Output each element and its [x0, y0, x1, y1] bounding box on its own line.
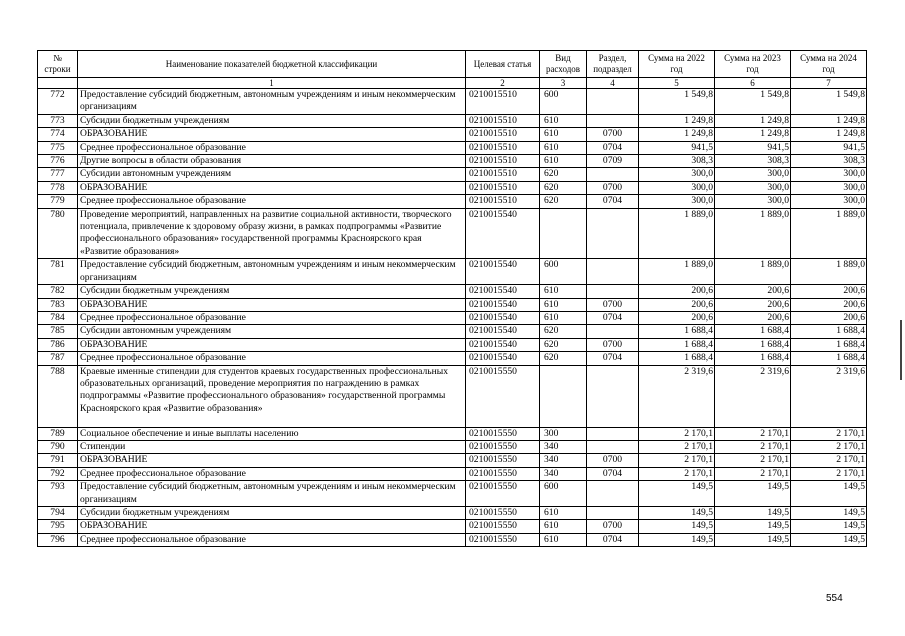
row-sum-2024: 2 170,1	[791, 467, 867, 480]
header-target: Целевая статья	[466, 51, 540, 78]
row-expense-type: 610	[540, 155, 587, 168]
row-section	[587, 325, 639, 338]
table-row	[38, 285, 867, 298]
row-section: 0709	[587, 155, 639, 168]
row-number: 774	[38, 128, 78, 141]
table-row	[38, 168, 867, 181]
table-row	[38, 467, 867, 480]
row-target: 0210015540	[466, 285, 540, 298]
row-name: Среднее профессиональное образование	[78, 311, 466, 324]
row-sum-2022: 2 170,1	[639, 427, 715, 440]
row-expense-type: 620	[540, 181, 587, 194]
row-expense-type: 620	[540, 338, 587, 351]
row-section: 0700	[587, 338, 639, 351]
table-row	[38, 128, 867, 141]
row-name: Социальное обеспечение и иные выплаты населению	[78, 427, 466, 440]
row-target: 0210015540	[466, 298, 540, 311]
row-expense-type: 610	[540, 298, 587, 311]
row-sum-2022: 149,5	[639, 520, 715, 533]
row-expense-type: 340	[540, 454, 587, 467]
row-section: 0704	[587, 533, 639, 546]
row-sum-2023: 1 889,0	[715, 208, 791, 259]
header-row-no: № строки	[38, 51, 78, 78]
row-number: 781	[38, 259, 78, 285]
page-number: 554	[826, 593, 843, 604]
row-sum-2024: 1 889,0	[791, 208, 867, 259]
header-sum-2024: Сумма на 2024 год	[791, 51, 867, 78]
row-number: 787	[38, 352, 78, 365]
row-name: Среднее профессиональное образование	[78, 195, 466, 208]
row-number: 788	[38, 365, 78, 427]
row-sum-2024: 308,3	[791, 155, 867, 168]
row-sum-2022: 200,6	[639, 285, 715, 298]
row-sum-2022: 200,6	[639, 311, 715, 324]
row-sum-2023: 149,5	[715, 481, 791, 507]
row-name: ОБРАЗОВАНИЕ	[78, 181, 466, 194]
row-target: 0210015550	[466, 481, 540, 507]
row-sum-2023: 1 549,8	[715, 89, 791, 115]
scan-edge-mark	[900, 320, 902, 380]
row-name: Проведение мероприятий, направленных на развитие социальной активности, творческого потенциала, привлечение к здоровому образу жизни, в рамках подпрограммы «Развитие профессионального образования» государственной программы Красноярского края «Развитие образования»	[78, 208, 466, 259]
row-number: 784	[38, 311, 78, 324]
table-row	[38, 338, 867, 351]
table-row	[38, 365, 867, 427]
table-row	[38, 141, 867, 154]
row-sum-2022: 1 688,4	[639, 352, 715, 365]
row-name: Субсидии автономным учреждениям	[78, 168, 466, 181]
row-target: 0210015510	[466, 141, 540, 154]
row-sum-2023: 200,6	[715, 285, 791, 298]
column-number: 2	[466, 78, 540, 89]
row-name: Стипендии	[78, 440, 466, 453]
row-name: Субсидии бюджетным учреждениям	[78, 114, 466, 127]
row-name: Другие вопросы в области образования	[78, 155, 466, 168]
row-number: 779	[38, 195, 78, 208]
row-section: 0700	[587, 298, 639, 311]
row-expense-type: 610	[540, 506, 587, 519]
row-name: Краевые именные стипендии для студентов краевых государственных профессиональных образовательных организаций, проведение мероприятия по награждению в рамках подпрограммы «Развитие профессионального образования» государственной программы Красноярского края «Развитие образования»	[78, 365, 466, 427]
row-sum-2022: 308,3	[639, 155, 715, 168]
row-target: 0210015550	[466, 365, 540, 427]
row-sum-2022: 941,5	[639, 141, 715, 154]
row-sum-2022: 1 889,0	[639, 259, 715, 285]
row-sum-2022: 1 549,8	[639, 89, 715, 115]
column-number: 4	[587, 78, 639, 89]
row-number: 789	[38, 427, 78, 440]
header-expense-type: Вид расходов	[540, 51, 587, 78]
row-sum-2023: 149,5	[715, 506, 791, 519]
row-sum-2023: 2 170,1	[715, 467, 791, 480]
row-section: 0700	[587, 181, 639, 194]
row-sum-2023: 300,0	[715, 195, 791, 208]
row-number: 778	[38, 181, 78, 194]
row-sum-2024: 149,5	[791, 533, 867, 546]
table-row	[38, 533, 867, 546]
row-name: ОБРАЗОВАНИЕ	[78, 520, 466, 533]
row-sum-2024: 1 249,8	[791, 128, 867, 141]
row-sum-2022: 300,0	[639, 168, 715, 181]
row-expense-type: 620	[540, 352, 587, 365]
row-expense-type: 610	[540, 311, 587, 324]
header-sum-2023: Сумма на 2023 год	[715, 51, 791, 78]
row-number: 786	[38, 338, 78, 351]
row-target: 0210015510	[466, 181, 540, 194]
row-expense-type: 340	[540, 440, 587, 453]
row-number: 783	[38, 298, 78, 311]
row-sum-2024: 200,6	[791, 285, 867, 298]
row-sum-2024: 149,5	[791, 506, 867, 519]
table-body	[38, 89, 867, 547]
row-name: Субсидии автономным учреждениям	[78, 325, 466, 338]
row-target: 0210015510	[466, 89, 540, 115]
row-section	[587, 168, 639, 181]
row-sum-2023: 149,5	[715, 533, 791, 546]
row-sum-2022: 1 249,8	[639, 128, 715, 141]
row-sum-2024: 300,0	[791, 195, 867, 208]
row-sum-2022: 300,0	[639, 181, 715, 194]
table-row	[38, 440, 867, 453]
table-row	[38, 506, 867, 519]
table-row	[38, 298, 867, 311]
table-row	[38, 114, 867, 127]
row-sum-2022: 1 249,8	[639, 114, 715, 127]
row-section	[587, 427, 639, 440]
row-number: 777	[38, 168, 78, 181]
row-sum-2024: 300,0	[791, 181, 867, 194]
row-section	[587, 506, 639, 519]
row-sum-2023: 149,5	[715, 520, 791, 533]
row-section: 0704	[587, 352, 639, 365]
row-name: Предоставление субсидий бюджетным, автономным учреждениям и иным некоммерческим организациям	[78, 481, 466, 507]
row-sum-2023: 2 170,1	[715, 454, 791, 467]
row-sum-2022: 149,5	[639, 506, 715, 519]
row-sum-2022: 300,0	[639, 195, 715, 208]
row-name: Предоставление субсидий бюджетным, автономным учреждениям и иным некоммерческим организациям	[78, 259, 466, 285]
row-section	[587, 440, 639, 453]
row-number: 794	[38, 506, 78, 519]
row-expense-type: 600	[540, 89, 587, 115]
row-number: 791	[38, 454, 78, 467]
row-sum-2024: 149,5	[791, 520, 867, 533]
row-sum-2023: 1 889,0	[715, 259, 791, 285]
row-expense-type: 610	[540, 141, 587, 154]
row-target: 0210015540	[466, 311, 540, 324]
row-expense-type: 600	[540, 259, 587, 285]
row-number: 790	[38, 440, 78, 453]
row-target: 0210015510	[466, 155, 540, 168]
row-section	[587, 259, 639, 285]
row-target: 0210015550	[466, 467, 540, 480]
row-expense-type: 610	[540, 114, 587, 127]
table-row	[38, 454, 867, 467]
row-sum-2023: 2 170,1	[715, 440, 791, 453]
row-target: 0210015550	[466, 533, 540, 546]
row-sum-2022: 149,5	[639, 533, 715, 546]
column-number: 5	[639, 78, 715, 89]
row-name: ОБРАЗОВАНИЕ	[78, 338, 466, 351]
row-sum-2023: 941,5	[715, 141, 791, 154]
table-row	[38, 208, 867, 259]
row-number: 795	[38, 520, 78, 533]
column-number-row	[38, 78, 867, 89]
row-name: Субсидии бюджетным учреждениям	[78, 285, 466, 298]
row-name: ОБРАЗОВАНИЕ	[78, 128, 466, 141]
row-number: 792	[38, 467, 78, 480]
column-number: 7	[791, 78, 867, 89]
row-target: 0210015510	[466, 114, 540, 127]
row-sum-2024: 300,0	[791, 168, 867, 181]
row-number: 796	[38, 533, 78, 546]
row-expense-type	[540, 208, 587, 259]
row-sum-2023: 200,6	[715, 311, 791, 324]
row-sum-2022: 149,5	[639, 481, 715, 507]
row-section	[587, 208, 639, 259]
row-sum-2022: 1 688,4	[639, 338, 715, 351]
row-sum-2024: 2 319,6	[791, 365, 867, 427]
row-sum-2024: 1 889,0	[791, 259, 867, 285]
table-row	[38, 325, 867, 338]
row-expense-type: 600	[540, 481, 587, 507]
row-sum-2023: 2 319,6	[715, 365, 791, 427]
column-number	[38, 78, 78, 89]
row-target: 0210015550	[466, 427, 540, 440]
header-sum-2022: Сумма на 2022 год	[639, 51, 715, 78]
row-target: 0210015550	[466, 520, 540, 533]
row-number: 772	[38, 89, 78, 115]
row-number: 773	[38, 114, 78, 127]
row-section: 0700	[587, 128, 639, 141]
table-row	[38, 481, 867, 507]
row-name: ОБРАЗОВАНИЕ	[78, 298, 466, 311]
row-section: 0704	[587, 141, 639, 154]
row-number: 776	[38, 155, 78, 168]
row-sum-2024: 200,6	[791, 311, 867, 324]
row-target: 0210015550	[466, 440, 540, 453]
row-target: 0210015540	[466, 259, 540, 285]
row-name: Субсидии бюджетным учреждениям	[78, 506, 466, 519]
row-sum-2023: 1 688,4	[715, 338, 791, 351]
row-expense-type: 620	[540, 195, 587, 208]
row-target: 0210015540	[466, 338, 540, 351]
column-number: 1	[78, 78, 466, 89]
row-target: 0210015510	[466, 195, 540, 208]
row-sum-2024: 941,5	[791, 141, 867, 154]
row-target: 0210015550	[466, 506, 540, 519]
header-section: Раздел, подраздел	[587, 51, 639, 78]
row-sum-2023: 2 170,1	[715, 427, 791, 440]
row-sum-2023: 1 249,8	[715, 114, 791, 127]
row-name: Среднее профессиональное образование	[78, 352, 466, 365]
row-expense-type	[540, 365, 587, 427]
table-row	[38, 311, 867, 324]
row-sum-2024: 1 688,4	[791, 338, 867, 351]
row-sum-2024: 2 170,1	[791, 427, 867, 440]
row-section: 0700	[587, 454, 639, 467]
row-section: 0704	[587, 195, 639, 208]
row-sum-2024: 200,6	[791, 298, 867, 311]
row-expense-type: 610	[540, 533, 587, 546]
row-number: 775	[38, 141, 78, 154]
row-expense-type: 610	[540, 285, 587, 298]
row-sum-2024: 1 688,4	[791, 352, 867, 365]
row-sum-2023: 1 249,8	[715, 128, 791, 141]
row-section: 0700	[587, 520, 639, 533]
row-number: 782	[38, 285, 78, 298]
row-sum-2023: 308,3	[715, 155, 791, 168]
row-sum-2022: 1 889,0	[639, 208, 715, 259]
table-row	[38, 89, 867, 115]
row-section	[587, 285, 639, 298]
row-target: 0210015510	[466, 128, 540, 141]
row-sum-2022: 2 170,1	[639, 467, 715, 480]
row-sum-2023: 1 688,4	[715, 325, 791, 338]
row-target: 0210015550	[466, 454, 540, 467]
row-section: 0704	[587, 467, 639, 480]
table-row	[38, 195, 867, 208]
row-expense-type: 610	[540, 128, 587, 141]
column-number: 6	[715, 78, 791, 89]
row-sum-2024: 2 170,1	[791, 454, 867, 467]
row-sum-2022: 1 688,4	[639, 325, 715, 338]
row-number: 793	[38, 481, 78, 507]
row-sum-2023: 300,0	[715, 168, 791, 181]
table-row	[38, 155, 867, 168]
row-name: Предоставление субсидий бюджетным, автономным учреждениям и иным некоммерческим организациям	[78, 89, 466, 115]
row-expense-type: 340	[540, 467, 587, 480]
row-section	[587, 89, 639, 115]
row-sum-2024: 2 170,1	[791, 440, 867, 453]
column-number: 3	[540, 78, 587, 89]
row-sum-2023: 200,6	[715, 298, 791, 311]
row-sum-2022: 2 170,1	[639, 440, 715, 453]
row-section	[587, 365, 639, 427]
row-sum-2023: 300,0	[715, 181, 791, 194]
table-row	[38, 259, 867, 285]
row-sum-2024: 149,5	[791, 481, 867, 507]
row-target: 0210015540	[466, 208, 540, 259]
row-target: 0210015540	[466, 352, 540, 365]
row-expense-type: 300	[540, 427, 587, 440]
row-expense-type: 620	[540, 325, 587, 338]
row-section	[587, 114, 639, 127]
row-section	[587, 481, 639, 507]
table-row	[38, 352, 867, 365]
row-expense-type: 620	[540, 168, 587, 181]
row-sum-2024: 1 688,4	[791, 325, 867, 338]
row-sum-2022: 2 319,6	[639, 365, 715, 427]
row-number: 780	[38, 208, 78, 259]
row-sum-2024: 1 549,8	[791, 89, 867, 115]
row-expense-type: 610	[540, 520, 587, 533]
row-name: ОБРАЗОВАНИЕ	[78, 454, 466, 467]
header-name: Наименование показателей бюджетной классификации	[78, 51, 466, 78]
row-name: Среднее профессиональное образование	[78, 467, 466, 480]
row-sum-2022: 200,6	[639, 298, 715, 311]
row-sum-2024: 1 249,8	[791, 114, 867, 127]
table-row	[38, 520, 867, 533]
table-row	[38, 427, 867, 440]
row-name: Среднее профессиональное образование	[78, 533, 466, 546]
row-target: 0210015540	[466, 325, 540, 338]
header-row	[38, 51, 867, 78]
row-sum-2022: 2 170,1	[639, 454, 715, 467]
table-row	[38, 181, 867, 194]
row-target: 0210015510	[466, 168, 540, 181]
row-section: 0704	[587, 311, 639, 324]
row-number: 785	[38, 325, 78, 338]
row-sum-2023: 1 688,4	[715, 352, 791, 365]
budget-table	[37, 50, 867, 547]
row-name: Среднее профессиональное образование	[78, 141, 466, 154]
